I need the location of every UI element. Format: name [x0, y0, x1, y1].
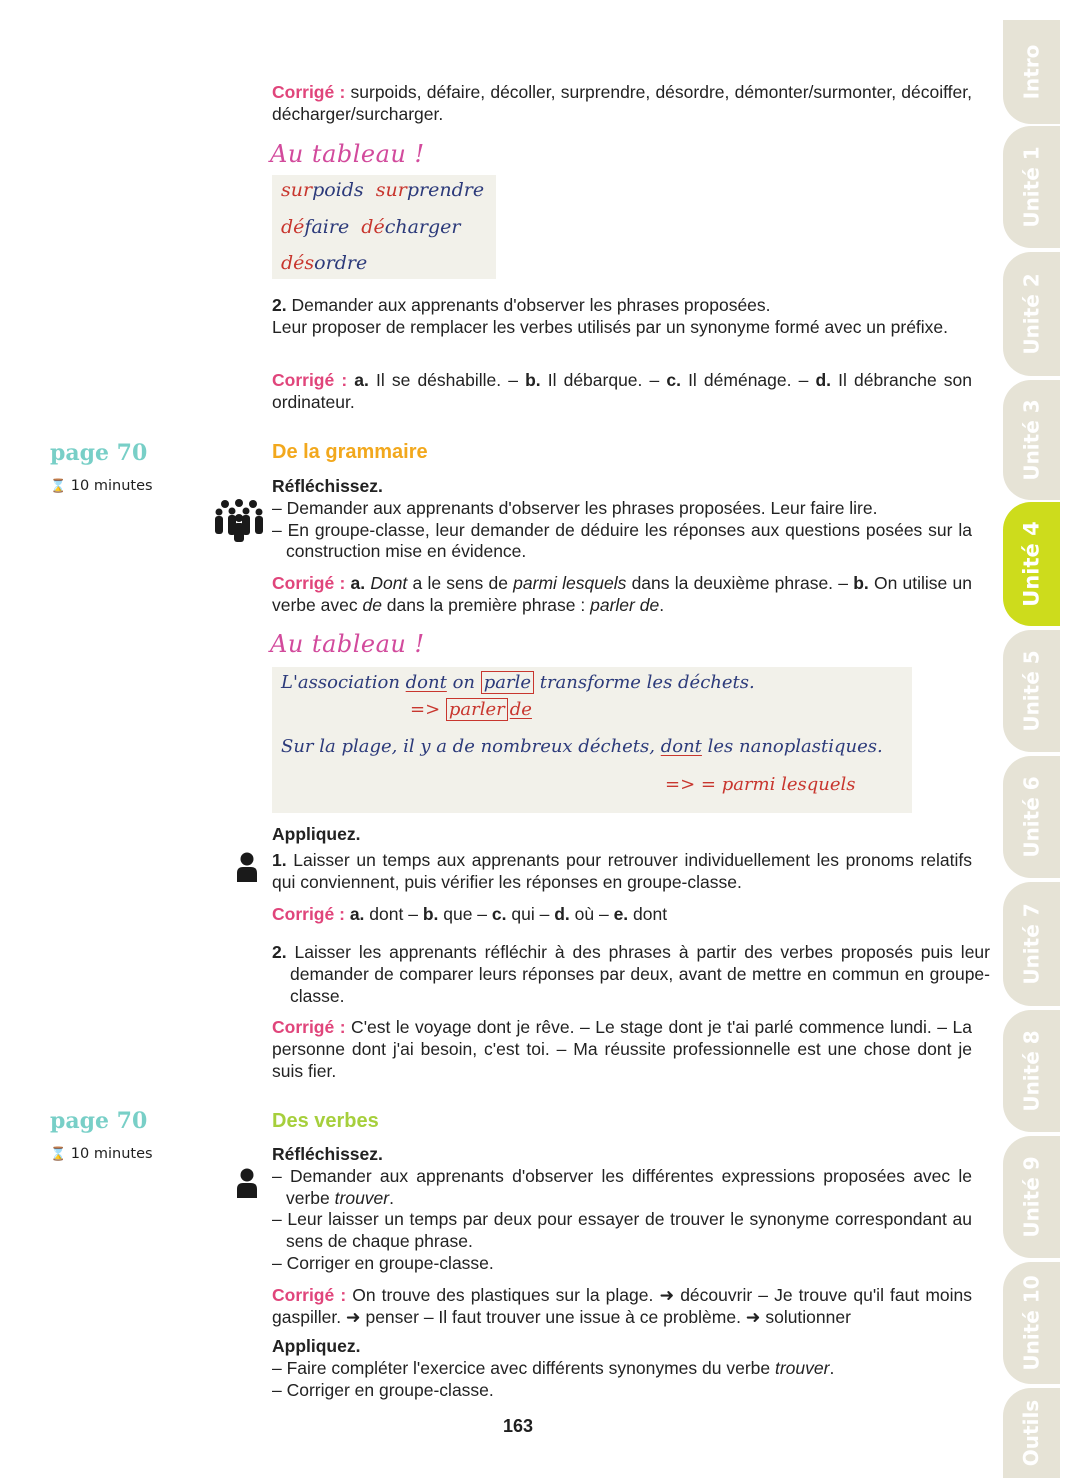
answer-letter: c.	[666, 370, 681, 390]
text: transforme les déchets.	[534, 672, 755, 693]
board-sentence-1	[281, 672, 755, 693]
tab-unite-2[interactable]	[1003, 252, 1060, 376]
tab-unite-9[interactable]	[1003, 1136, 1060, 1258]
subheading: Appliquez.	[272, 824, 361, 844]
italic-term: Dont	[370, 573, 408, 593]
text: L'association	[281, 672, 406, 693]
tab-unite-10[interactable]	[1003, 1262, 1060, 1384]
underlined-de: de	[509, 699, 532, 720]
answer-text: On utilise un verbe avec	[272, 573, 972, 615]
answer-text: dans la deuxième phrase. –	[626, 573, 854, 593]
margin-duration	[50, 1146, 153, 1162]
appliquez-heading	[272, 824, 972, 846]
text: les nanoplastiques.	[701, 736, 883, 757]
corrige-label: Corrigé :	[272, 904, 345, 924]
hourglass-icon: ⌛	[50, 1147, 67, 1162]
item-number: 2.	[272, 942, 287, 962]
bullet-item: – Corriger en groupe-classe.	[272, 1252, 494, 1273]
bullet-item	[272, 1166, 972, 1210]
board-row	[281, 216, 460, 238]
au-tableau-title: Au tableau !	[270, 630, 425, 658]
italic-term: trouver	[334, 1187, 390, 1208]
corrige-label: Corrigé :	[272, 1285, 347, 1305]
board-dont	[272, 667, 912, 813]
margin-page-ref: page 70	[50, 1108, 148, 1134]
italic-term: de	[362, 594, 382, 615]
answer-letter: a.	[349, 904, 365, 924]
tab-label: Unité 9	[1019, 1156, 1044, 1238]
answer-text: Il se déshabille. –	[368, 370, 526, 390]
answer-letter: e.	[613, 904, 629, 924]
item-text: Demander aux apprenants d'observer les phrases proposées.	[291, 295, 771, 315]
bullet-item: – Corriger en groupe-classe.	[272, 1379, 494, 1400]
tab-unite-4[interactable]	[1003, 502, 1060, 626]
board-row	[281, 252, 367, 274]
item-text: Laisser un temps aux apprenants pour retrouver individuellement les pronoms relatifs qui conviennent, puis vérifier les réponses en groupe-classe.	[272, 850, 972, 892]
word-rest: poids	[312, 179, 364, 201]
au-tableau-title: Au tableau !	[270, 140, 425, 168]
corrige-grammaire	[272, 573, 972, 617]
group-icon	[214, 498, 264, 542]
corrige-text: On trouve des plastiques sur la plage. ➜ découvrir – Je trouve qu'il faut moins gaspiller. ➜ penser – Il faut trouver une issue à ce problème. ➜ solutionner	[272, 1285, 972, 1327]
corrige-appliquez-1	[272, 904, 972, 926]
page-number: 163	[503, 1416, 534, 1436]
answer-text: dont –	[364, 904, 423, 924]
text: – Demander aux apprenants d'observer les différentes expressions proposées avec le verbe	[272, 1165, 972, 1208]
boxed-verb: parler	[446, 698, 508, 721]
board-arrow-1	[410, 699, 532, 720]
tab-label: Unité 10	[1019, 1275, 1044, 1371]
bullet-item	[272, 1358, 972, 1380]
section-title-verbes: Des verbes	[272, 1110, 379, 1132]
word-rest: prendre	[406, 179, 485, 201]
board-row	[281, 179, 484, 201]
arrow-text: =>	[410, 699, 446, 720]
word-rest: faire	[304, 216, 350, 238]
margin-duration	[50, 478, 153, 494]
corrige-prefixes	[272, 82, 972, 126]
tab-unite-5[interactable]	[1003, 630, 1060, 752]
answer-letter: b.	[525, 370, 541, 390]
corrige-label: Corrigé :	[272, 370, 348, 390]
appliquez-item-1	[272, 850, 972, 894]
corrige-label: Corrigé :	[272, 573, 346, 593]
answer-letter: b.	[853, 573, 869, 593]
duration-text: 10 minutes	[70, 478, 153, 494]
margin-page-ref: page 70	[50, 440, 148, 466]
item-2	[272, 295, 972, 339]
tab-unite-7[interactable]	[1003, 882, 1060, 1006]
tab-label: Unité 4	[1019, 521, 1044, 607]
answer-text: dont	[628, 904, 668, 924]
underlined-dont: dont	[405, 672, 447, 693]
appliquez-block	[272, 1336, 972, 1401]
item-number: 1.	[272, 850, 287, 870]
board-sentence-2	[281, 736, 883, 757]
answer-letter: b.	[422, 904, 439, 924]
prefix: dés	[281, 252, 315, 274]
text: – Faire compléter l'exercice avec différents synonymes du verbe	[272, 1357, 775, 1378]
tab-unite-8[interactable]	[1003, 1010, 1060, 1132]
tab-label: Unité 2	[1019, 273, 1044, 355]
person-icon	[236, 852, 258, 882]
answer-text: Il déménage. –	[680, 370, 816, 390]
corrige-text: surpoids, défaire, décoller, surprendre, désordre, démonter/surmonter, décoiffer, décharger/surcharger.	[272, 82, 972, 124]
tab-label: Unité 8	[1019, 1030, 1044, 1112]
italic-term: trouver	[774, 1357, 830, 1378]
corrige-text: C'est le voyage dont je rêve. – Le stage dont je t'ai parlé commence lundi. – La personne dont j'ai besoin, c'est toi. – Ma réussite professionnelle est une chose dont je suis fier.	[272, 1017, 972, 1081]
answer-text: où –	[569, 904, 614, 924]
tab-label: Unité 1	[1019, 146, 1044, 228]
reflechissez-block	[272, 1144, 972, 1275]
tab-unite-3[interactable]	[1003, 380, 1060, 500]
answer-text: .	[659, 594, 665, 615]
corrige-verbes	[272, 1285, 972, 1329]
section-title-grammaire: De la grammaire	[272, 441, 428, 463]
answer-text: que –	[438, 904, 492, 924]
tab-label: Unité 3	[1019, 399, 1044, 481]
boxed-verb: parle	[481, 671, 534, 694]
answer-letter: a.	[350, 573, 366, 593]
corrige-appliquez-2	[272, 1017, 972, 1082]
word-rest: charger	[384, 216, 461, 238]
corrige-label: Corrigé :	[272, 1017, 346, 1037]
prefix: sur	[281, 179, 313, 201]
appliquez-item-2	[272, 942, 990, 1007]
hourglass-icon: ⌛	[50, 479, 67, 494]
prefix: dé	[281, 216, 305, 238]
text: .	[389, 1187, 394, 1208]
person-icon	[236, 1168, 258, 1198]
tab-label: Outils	[1019, 1399, 1044, 1467]
tab-unite-6[interactable]	[1003, 756, 1060, 878]
answer-text: Il débranche son ordinateur.	[272, 370, 973, 412]
board-prefixes	[272, 175, 496, 279]
italic-term: parler de	[590, 594, 660, 615]
answer-text: a le sens de	[407, 573, 514, 593]
text: on	[446, 672, 481, 693]
word-rest: ordre	[314, 252, 368, 274]
answer-letter: d.	[815, 370, 832, 390]
answer-letter: d.	[554, 904, 570, 924]
item-text: Laisser les apprenants réfléchir à des phrases à partir des verbes proposés puis leur demander de comparer leurs réponses par deux, avant de mettre en commun en groupe-classe.	[286, 942, 990, 1006]
corrige-2	[272, 370, 972, 414]
tab-intro[interactable]	[1003, 20, 1060, 124]
tab-label: Unité 5	[1019, 650, 1044, 732]
subheading: Réfléchissez.	[272, 476, 383, 496]
answer-text: qui –	[506, 904, 555, 924]
text: Sur la plage, il y a de nombreux déchets,	[281, 736, 661, 757]
tab-label: Unité 6	[1019, 776, 1044, 858]
prefix: dé	[361, 216, 385, 238]
duration-text: 10 minutes	[70, 1146, 153, 1162]
text: .	[829, 1357, 835, 1378]
answer-letter: c.	[491, 904, 507, 924]
subheading: Réfléchissez.	[272, 1144, 383, 1164]
item-text: Leur proposer de remplacer les verbes utilisés par un synonyme formé avec un préfixe.	[272, 316, 949, 337]
corrige-label: Corrigé :	[272, 82, 346, 102]
prefix: sur	[375, 179, 407, 201]
tab-label: Intro	[1019, 44, 1044, 100]
bullet-item: – Demander aux apprenants d'observer les phrases proposées. Leur faire lire.	[272, 497, 878, 518]
bullet-item: – Leur laisser un temps par deux pour essayer de trouver le synonyme correspondant au sens de chaque phrase.	[272, 1209, 972, 1252]
bullet-item: – En groupe-classe, leur demander de déduire les réponses aux questions posées sur la construction mise en évidence.	[272, 519, 972, 562]
tab-label: Unité 7	[1019, 903, 1044, 985]
italic-term: parmi lesquels	[513, 573, 627, 593]
underlined-dont: dont	[660, 736, 702, 757]
subheading: Appliquez.	[272, 1336, 361, 1356]
answer-text: Il débarque. –	[540, 370, 667, 390]
answer-text: dans la première phrase :	[381, 594, 591, 615]
tab-unite-1[interactable]	[1003, 126, 1060, 248]
board-arrow-2: => = parmi lesquels	[665, 774, 856, 795]
item-number: 2.	[272, 295, 287, 315]
answer-letter: a.	[354, 370, 369, 390]
reflechissez-block	[272, 476, 972, 563]
